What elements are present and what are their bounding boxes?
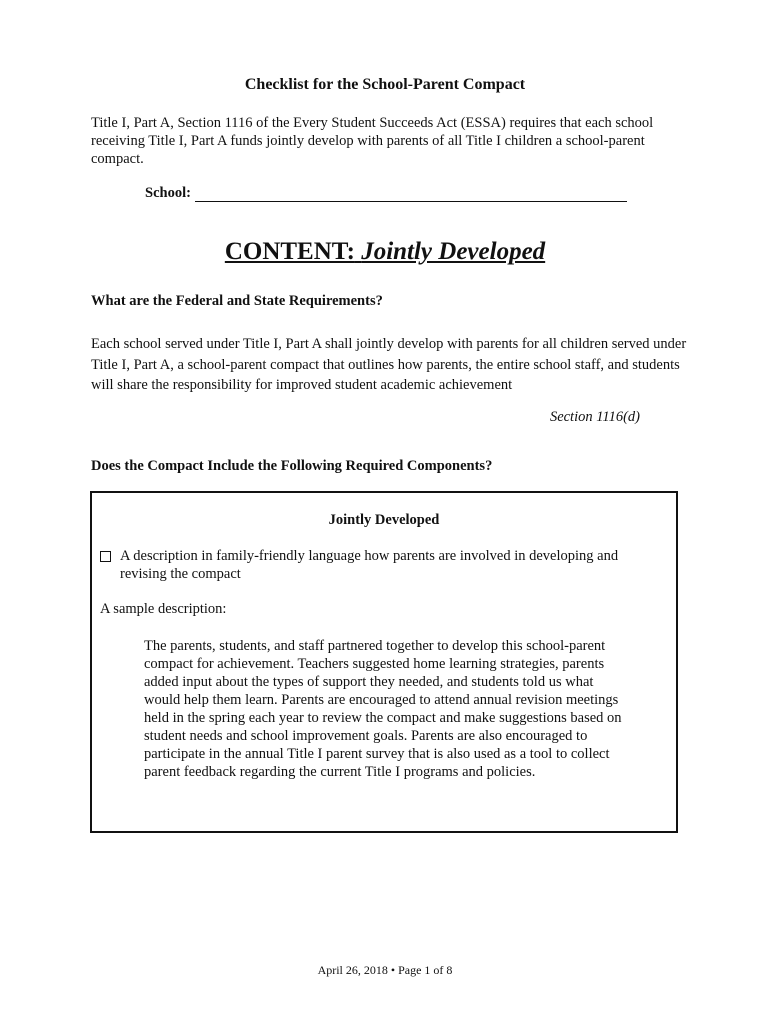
sample-description: The parents, students, and staff partnered together to develop this school-parent compact for achievement. Teachers suggested home learning strategies, parents added input about the types of support they needed, and students told us what would help them learn. Parents are encouraged to attend annual revision meetings held in the spring each year to review the compact and make suggestions based on student needs and school improvement goals. Parents are also encouraged to participate in the annual Title I parent survey that is also used as a tool to collect parent feedback regarding the current Title I programs and policies. <box>144 638 622 780</box>
section-heading <box>0 238 770 266</box>
intro-paragraph: Title I, Part A, Section 1116 of the Every Student Succeeds Act (ESSA) requires that each school receiving Title I, Part A funds jointly develop with parents of all Title I children a school-parent compact. <box>91 115 654 167</box>
checklist-item <box>100 547 660 583</box>
sample-label: A sample description: <box>100 601 227 617</box>
page-footer: April 26, 2018 • Page 1 of 8 <box>317 963 453 977</box>
component-box-title: Jointly Developed <box>328 512 440 528</box>
components-question: Does the Compact Include the Following Required Components? <box>91 458 493 474</box>
heading-emphasis: Jointly Developed <box>361 238 546 265</box>
school-blank-line[interactable] <box>195 186 627 202</box>
requirement-paragraph: Each school served under Title I, Part A shall jointly develop with parents for all children served under Title I, Part A, a school-parent compact that outlines how parents, the entire school staff, and students will share the responsibility for improved student academic achievement <box>91 336 687 393</box>
checkbox-icon[interactable] <box>100 551 111 562</box>
heading-prefix: CONTENT: <box>224 238 355 265</box>
school-field <box>145 185 627 202</box>
section-reference: Section 1116(d) <box>549 409 640 425</box>
requirements-question: What are the Federal and State Requirements? <box>91 293 383 309</box>
checklist-item-text: A description in family-friendly language how parents are involved in developing and revising the compact <box>120 548 619 582</box>
component-box <box>90 491 678 833</box>
school-label: School: <box>145 185 191 201</box>
document-title: Checklist for the School-Parent Compact <box>244 76 526 93</box>
